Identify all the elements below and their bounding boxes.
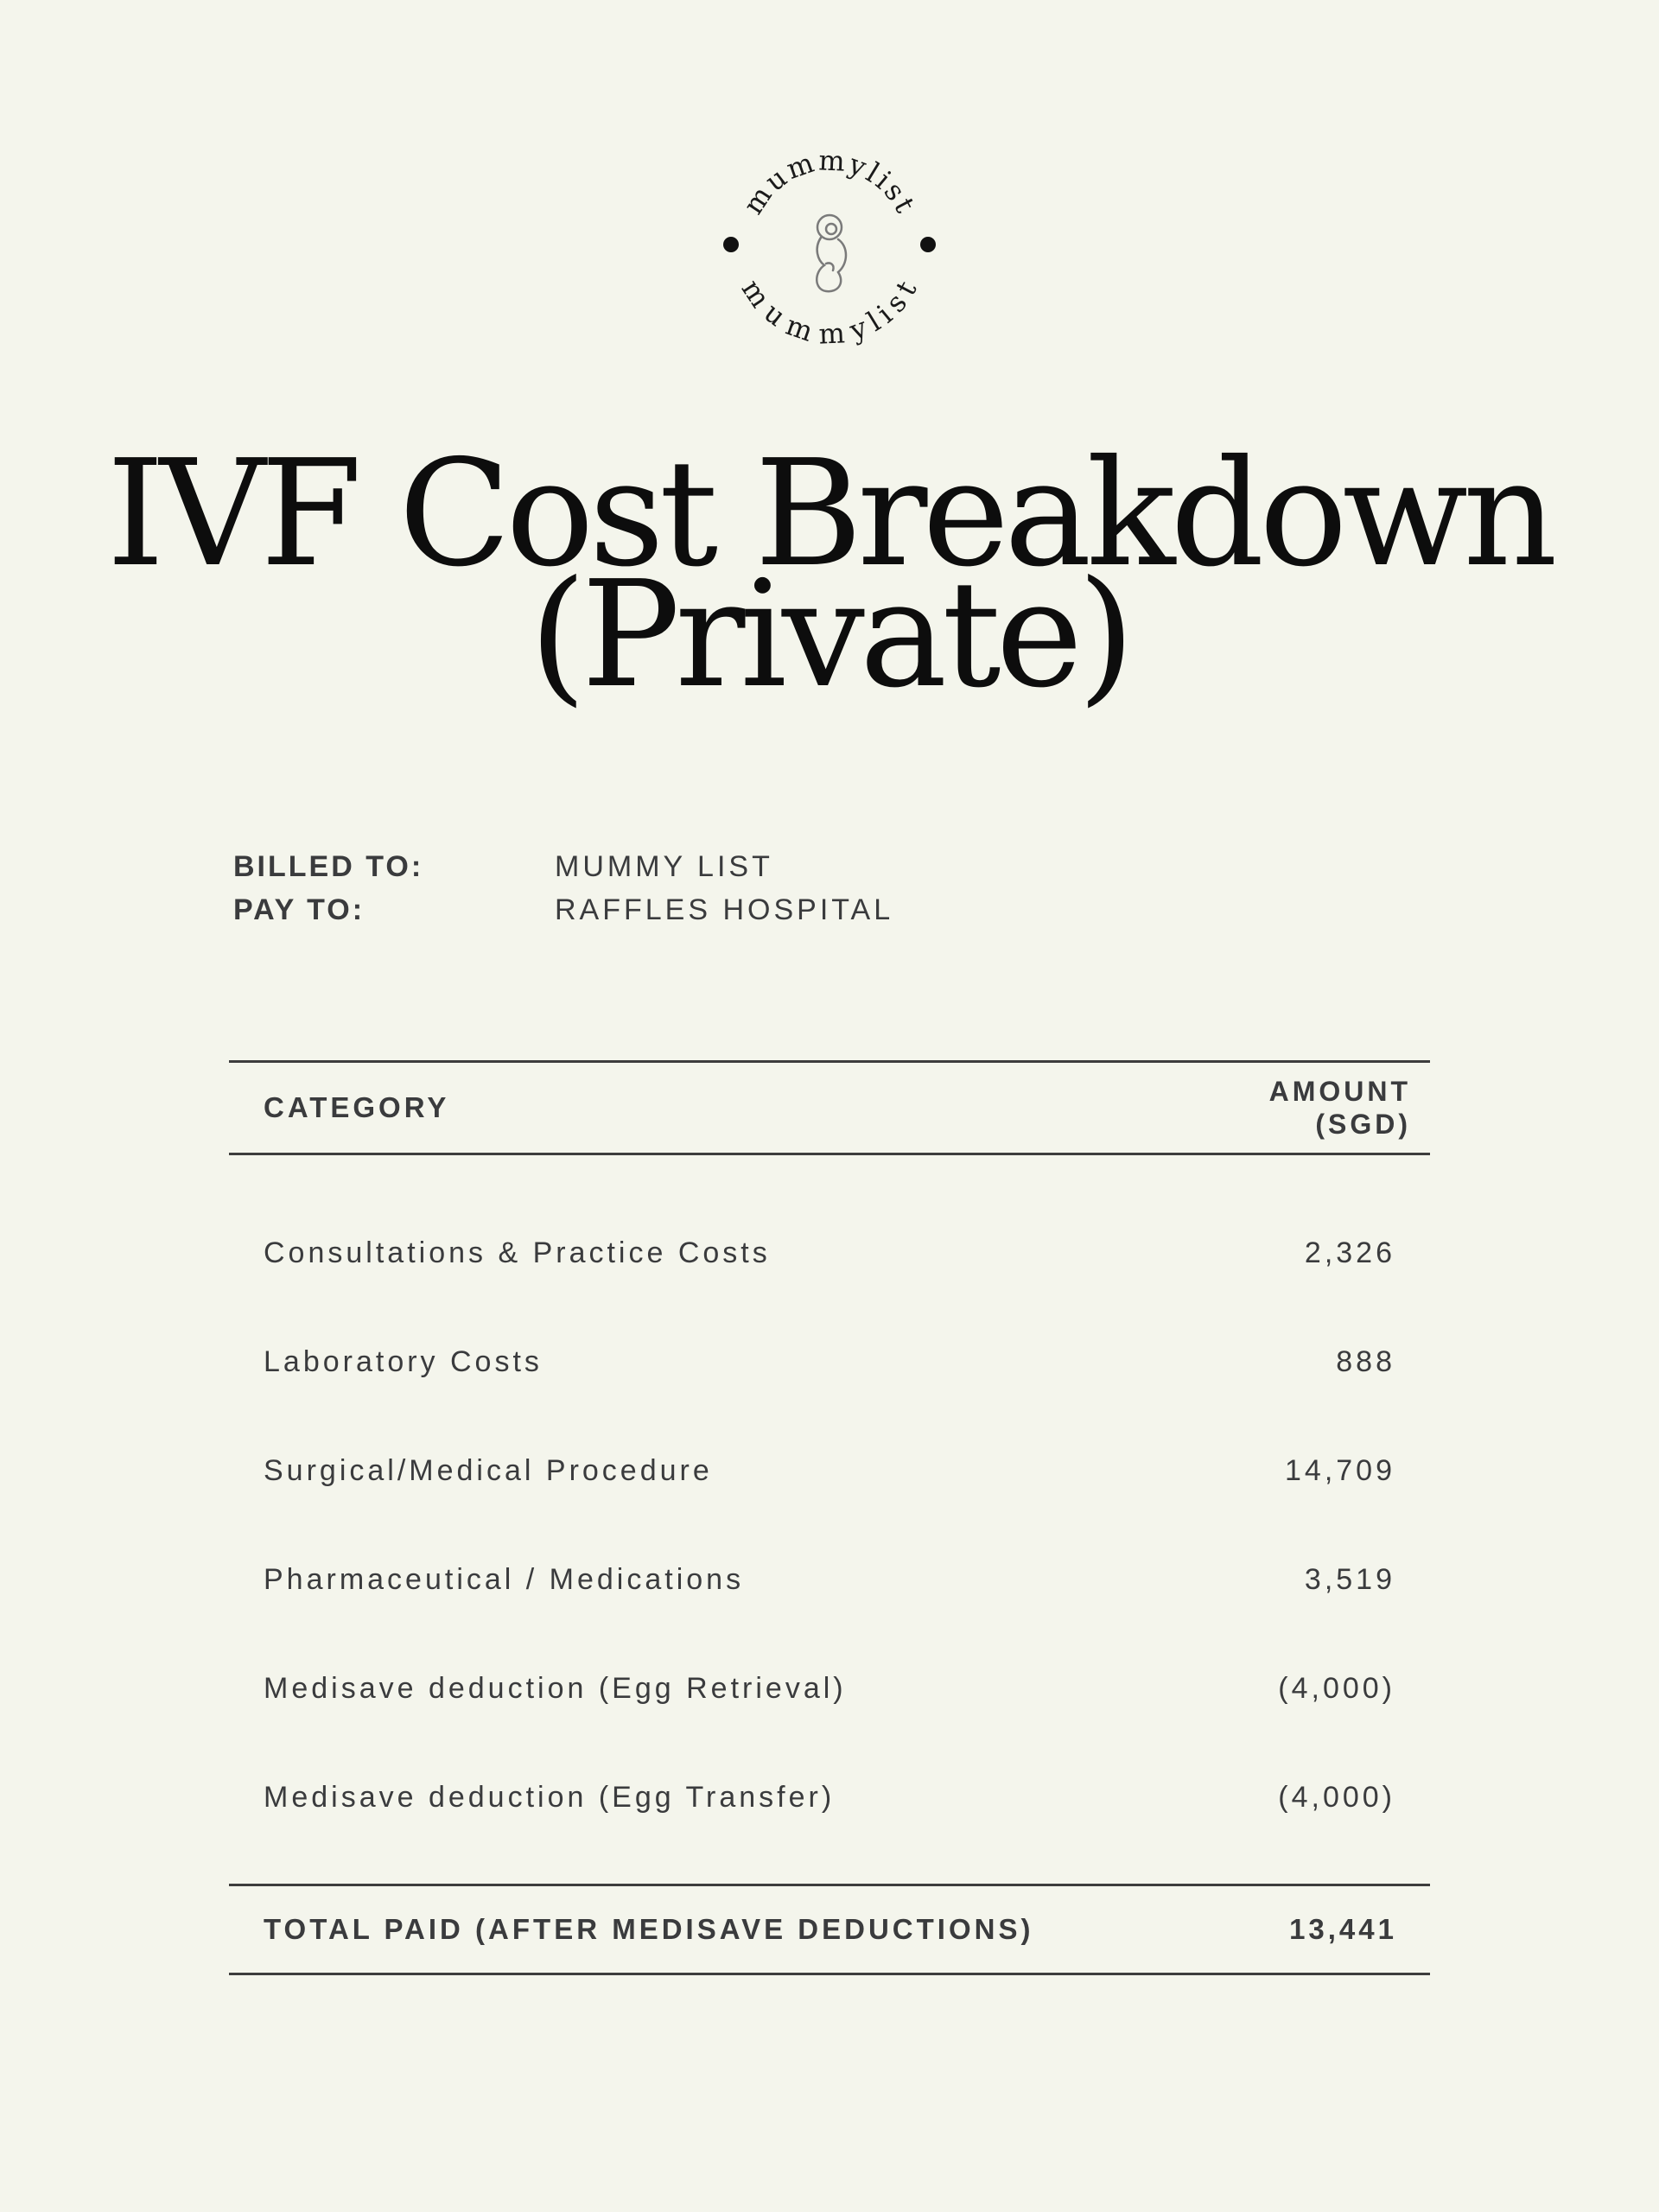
row-amount: 3,519 bbox=[1304, 1562, 1395, 1596]
total-row bbox=[229, 1886, 1430, 1973]
row-amount: 14,709 bbox=[1285, 1453, 1395, 1487]
table-body bbox=[229, 1155, 1430, 1884]
total-label: TOTAL PAID (AFTER MEDISAVE DEDUCTIONS) bbox=[264, 1913, 1034, 1945]
table-row bbox=[229, 1525, 1430, 1634]
logo-dot-right bbox=[920, 237, 936, 252]
category-header: CATEGORY bbox=[264, 1091, 450, 1123]
pay-to-label: PAY TO: bbox=[233, 893, 365, 926]
row-category: Surgical/Medical Procedure bbox=[264, 1453, 713, 1487]
title-line-2: (Private) bbox=[529, 550, 1130, 721]
logo-badge bbox=[717, 134, 942, 359]
logo-dot-left bbox=[723, 237, 739, 252]
row-amount: (4,000) bbox=[1278, 1671, 1395, 1705]
title-line-1: IVF Cost Breakdown bbox=[106, 429, 1553, 600]
page-title bbox=[0, 429, 1659, 721]
row-amount: 888 bbox=[1336, 1344, 1395, 1378]
billed-to-label: BILLED TO: bbox=[233, 850, 424, 883]
mummylist-logo bbox=[717, 134, 942, 359]
row-category: Consultations & Practice Costs bbox=[264, 1236, 771, 1269]
table-row bbox=[229, 1743, 1430, 1852]
pay-to-value: RAFFLES HOSPITAL bbox=[555, 893, 894, 926]
table-row bbox=[229, 1198, 1430, 1307]
row-amount: 2,326 bbox=[1304, 1236, 1395, 1269]
billed-to-value: MUMMY LIST bbox=[555, 850, 773, 883]
amount-header bbox=[1269, 1075, 1411, 1141]
logo-text-top: mummylist bbox=[736, 143, 924, 220]
pay-to-row bbox=[233, 888, 893, 931]
table-row bbox=[229, 1634, 1430, 1743]
amount-header-line-2: (SGD) bbox=[1315, 1109, 1411, 1140]
table-header bbox=[229, 1063, 1430, 1153]
total-amount: 13,441 bbox=[1289, 1913, 1397, 1945]
amount-header-line-1: AMOUNT bbox=[1268, 1076, 1411, 1107]
table-row bbox=[229, 1307, 1430, 1416]
cost-table bbox=[229, 1060, 1430, 1975]
row-category: Pharmaceutical / Medications bbox=[264, 1562, 745, 1596]
row-category: Medisave deduction (Egg Transfer) bbox=[264, 1780, 836, 1814]
pregnant-woman-icon bbox=[817, 215, 846, 291]
logo-text-bottom: mummylist bbox=[734, 273, 925, 351]
total-bottom-rule bbox=[229, 1973, 1430, 1975]
row-category: Laboratory Costs bbox=[264, 1344, 543, 1378]
billed-to-row bbox=[233, 845, 893, 888]
billing-info bbox=[233, 845, 893, 931]
row-category: Medisave deduction (Egg Retrieval) bbox=[264, 1671, 847, 1705]
row-amount: (4,000) bbox=[1278, 1780, 1395, 1814]
table-row bbox=[229, 1416, 1430, 1525]
